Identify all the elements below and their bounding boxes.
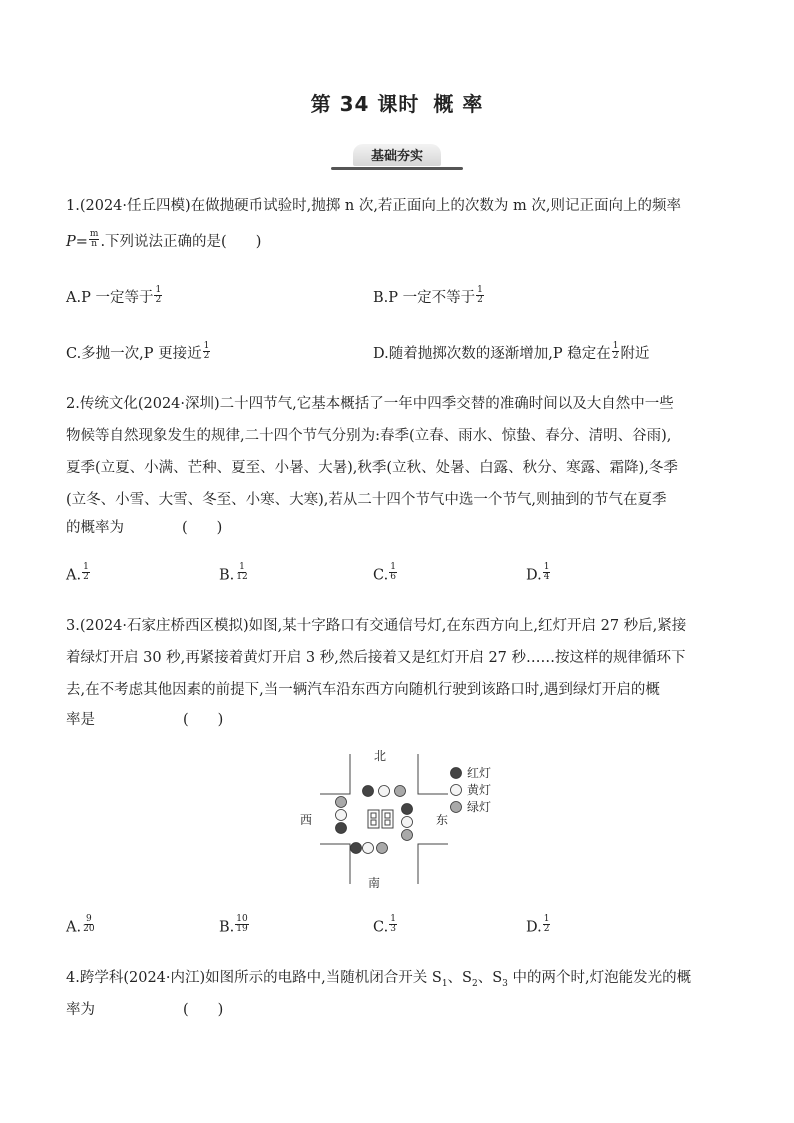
q1-option-a[interactable]: A.P 一定等于 $\frac{1}{2}$ (66, 284, 162, 306)
label-north: 北 (374, 749, 387, 763)
legend-red-swatch (451, 768, 462, 779)
q2-line-5: 的概率为 ( ) (66, 520, 223, 536)
q2-option-b[interactable]: B. $\frac{1}{12}$ (219, 562, 248, 584)
legend-green-label: 绿灯 (467, 800, 492, 814)
q2-option-a[interactable]: A. $\frac{1}{2}$ (66, 562, 89, 584)
q1-option-c[interactable]: C.多抛一次,P 更接近 $\frac{1}{2}$ (66, 340, 210, 362)
label-south: 南 (368, 876, 381, 890)
q2-answer-blank[interactable]: ( ) (182, 520, 223, 536)
q2-option-c[interactable]: C. $\frac{1}{6}$ (373, 562, 396, 584)
q3-option-c[interactable]: C. $\frac{1}{3}$ (373, 914, 396, 936)
legend-yellow-label: 黄灯 (467, 783, 492, 797)
q3-intersection-figure (290, 744, 510, 894)
figure-legend (451, 765, 492, 814)
q1-line-1: 1.(2024·任丘四模)在做抛硬币试验时,抛掷 n 次,若正面向上的次数为 m 次,则记正面向上的频率 (66, 198, 682, 214)
legend-yellow-swatch (451, 785, 462, 796)
label-west: 西 (300, 813, 313, 827)
q3-option-d[interactable]: D. $\frac{1}{2}$ (526, 914, 550, 936)
q3-line-4: 率是 ( ) (66, 712, 224, 728)
north-signal (363, 786, 406, 797)
q1-option-b[interactable]: B.P 一定不等于 $\frac{1}{2}$ (373, 284, 483, 306)
west-signal (336, 797, 347, 834)
q1-line-2: P= $\frac{m}{n}$ .下列说法正确的是( ) (66, 228, 262, 250)
section-badge: 基础夯实 (353, 144, 441, 166)
q3-line-1: 3.(2024·石家庄桥西区模拟)如图,某十字路口有交通信号灯,在东西方向上,红灯开启 27 秒后,紧接 (66, 618, 687, 634)
q2-line-3: 夏季(立夏、小满、芒种、夏至、小暑、大暑),秋季(立秋、处暑、白露、秋分、寒露、霜降),冬季 (66, 460, 678, 476)
legend-green-swatch (451, 802, 462, 813)
q2-line-2: 物候等自然现象发生的规律,二十四个节气分别为:春季(立春、雨水、惊蛰、春分、清明、谷雨), (66, 428, 672, 444)
label-east: 东 (436, 813, 449, 827)
q2-line-4: (立冬、小雪、大雪、冬至、小寒、大寒),若从二十四个节气中选一个节气,则抽到的节气在夏季 (66, 492, 667, 508)
q1-option-d[interactable]: D.随着抛掷次数的逐渐增加,P 稳定在 $\frac{1}{2}$ 附近 (373, 340, 650, 362)
q4-line-1: 4.跨学科(2024·内江)如图所示的电路中,当随机闭合开关 $S_1$、$S_2$、$S_3$ 中的两个时,灯泡能发光的概 (66, 970, 692, 989)
q3-option-a[interactable]: A. $\frac{9}{20}$ (66, 914, 95, 936)
legend-red-label: 红灯 (467, 766, 492, 780)
q3-answer-blank[interactable]: ( ) (183, 712, 224, 728)
east-signal (402, 804, 413, 841)
q3-line-2: 着绿灯开启 30 秒,再紧接着黄灯开启 3 秒,然后接着又是红灯开启 27 秒……按这样的规律循环下 (66, 650, 686, 666)
q1-fraction: $\frac{m}{n}$ (89, 228, 99, 249)
title-lesson: 第 34 课时 (310, 92, 420, 116)
title-topic: 概 率 (433, 92, 484, 116)
page-title (0, 88, 794, 117)
q4-line-2: 率为 ( ) (66, 1002, 224, 1018)
q2-line-1: 2.传统文化(2024·深圳)二十四节气,它基本概括了一年中四季交替的准确时间以及大自然中一些 (66, 396, 674, 412)
q3-option-b[interactable]: B. $\frac{10}{19}$ (219, 914, 248, 936)
section-header (0, 144, 794, 166)
q4-answer-blank[interactable]: ( ) (183, 1002, 224, 1018)
countdown-display (368, 810, 393, 828)
south-signal (351, 843, 388, 854)
q3-line-3: 去,在不考虑其他因素的前提下,当一辆汽车沿东西方向随机行驶到该路口时,遇到绿灯开启的概 (66, 682, 660, 698)
q2-option-d[interactable]: D. $\frac{1}{4}$ (526, 562, 550, 584)
